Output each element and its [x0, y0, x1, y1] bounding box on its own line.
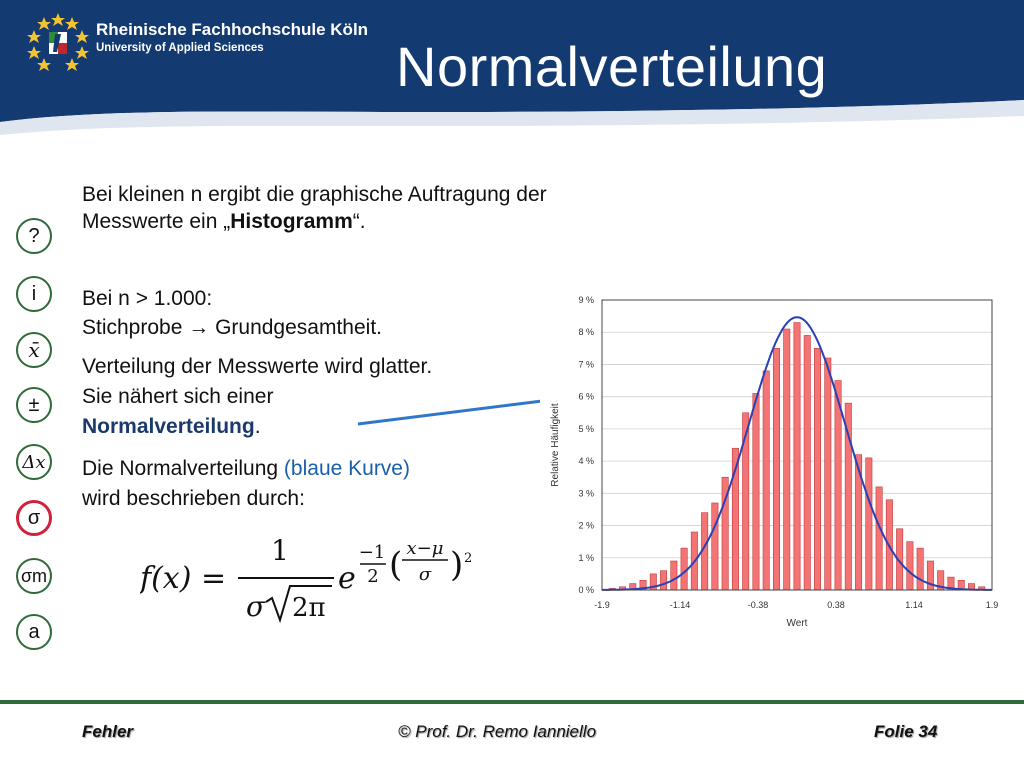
paragraph-histogram-line1: Bei kleinen n ergibt die graphische Auftragung der — [82, 183, 547, 206]
chart-bar — [671, 561, 677, 590]
plus-minus-icon: ± — [28, 393, 40, 416]
formula-denominator-root: 2π — [292, 593, 326, 623]
nav-question-button[interactable] — [16, 218, 52, 254]
nav-plus-minus-button[interactable] — [16, 387, 52, 423]
chart-y-tick-label: 3 % — [578, 488, 594, 499]
university-logo-icon — [26, 10, 90, 74]
paragraph-n-line2: Stichprobe → Grundgesamtheit. — [82, 316, 382, 339]
formula-right-paren: ) — [450, 545, 464, 585]
chart-bar — [907, 542, 913, 590]
info-icon: i — [31, 282, 37, 305]
paragraph-n-line1: Bei n > 1.000: — [82, 287, 213, 310]
formula-left-paren: ( — [389, 545, 403, 585]
chart-y-tick-label: 1 % — [578, 552, 594, 563]
chart-bar — [763, 371, 769, 590]
question-icon: ? — [28, 224, 40, 247]
slide-header — [0, 0, 1024, 135]
chart-bar — [866, 458, 872, 590]
normalverteilung-term: Normalverteilung — [82, 415, 255, 438]
nav-info-button[interactable] — [16, 276, 52, 312]
footer-author: © Prof. Dr. Remo Ianniello — [398, 722, 597, 741]
university-subtitle: University of Applied Sciences — [96, 42, 264, 54]
chart-x-tick-label: -1.14 — [669, 600, 691, 610]
chart-bar — [825, 358, 831, 590]
footer-page: Folie 34 — [874, 722, 938, 741]
sigma-m-icon: σm — [20, 565, 48, 586]
footer-topic: Fehler — [82, 722, 134, 741]
chart-x-tick-label: 1.14 — [905, 600, 923, 610]
sigma-icon: σ — [27, 506, 41, 529]
chart-bar — [917, 548, 923, 590]
chart-x-tick-label: -1.9 — [594, 600, 610, 610]
chart-x-tick-label: 1.9 — [985, 600, 999, 610]
chart-bar — [814, 348, 820, 590]
formula-exp-inner-num: x−μ — [406, 538, 444, 559]
formula-base: e — [338, 561, 356, 596]
chart-x-tick-label: -0.38 — [747, 600, 769, 610]
nav-a-button[interactable] — [16, 614, 52, 650]
mean-icon: x̄ — [28, 338, 40, 362]
histogram-chart — [540, 290, 1010, 640]
chart-y-tick-label: 6 % — [578, 391, 594, 402]
chart-bar — [876, 487, 882, 590]
histogram-term: Histogramm — [230, 210, 353, 233]
chart-y-tick-label: 2 % — [578, 520, 594, 531]
chart-bar — [660, 571, 666, 590]
chart-x-axis-label: Wert — [786, 618, 808, 629]
paragraph-formula-line2: wird beschrieben durch: — [82, 487, 305, 510]
chart-y-tick-label: 7 % — [578, 359, 594, 370]
chart-bar — [804, 335, 810, 590]
chart-bar — [845, 403, 851, 590]
slide-title: Normalverteilung — [396, 35, 828, 98]
nav-sigma-m-button[interactable] — [16, 558, 52, 594]
chart-bar — [712, 503, 718, 590]
nav-mean-button[interactable] — [16, 332, 52, 368]
paragraph-formula-line1: Die Normalverteilung (blaue Kurve) — [82, 457, 410, 480]
blue-curve-note: (blaue Kurve) — [283, 457, 410, 480]
chart-bar — [753, 393, 759, 590]
chart-y-tick-label: 8 % — [578, 327, 594, 338]
chart-y-tick-label: 4 % — [578, 456, 594, 467]
chart-x-tick-label: 0.38 — [827, 600, 845, 610]
footer-divider — [0, 700, 1024, 704]
chart-y-axis-label: Relative Häufigkeit — [550, 403, 561, 487]
formula-numerator: 1 — [271, 534, 289, 567]
nav-sigma-button[interactable] — [16, 500, 52, 536]
formula-exp-inner-den: σ — [418, 564, 432, 585]
paragraph-histogram-line2: Messwerte ein „Histogramm“. — [82, 210, 366, 233]
formula-exp-frac-den: 2 — [367, 566, 379, 587]
formula-exp-power: 2 — [464, 551, 473, 566]
page-number: 34 — [918, 722, 938, 741]
university-name: Rheinische Fachhochschule Köln — [96, 20, 369, 39]
a-icon: a — [28, 620, 40, 643]
nav-delta-x-button[interactable] — [16, 444, 52, 480]
paragraph-smooth-line2: Sie nähert sich einer — [82, 385, 274, 408]
formula-lhs: f(x) = — [140, 561, 227, 596]
delta-x-icon: Δx — [22, 451, 46, 473]
chart-bar — [784, 329, 790, 590]
chart-y-tick-label: 9 % — [578, 295, 594, 305]
chart-y-tick-label: 0 % — [578, 585, 594, 595]
chart-bar — [773, 348, 779, 590]
formula-denominator-sigma: σ — [246, 590, 266, 623]
paragraph-smooth-line1: Verteilung der Messwerte wird glatter. — [82, 355, 433, 378]
chart-bar — [835, 381, 841, 590]
normal-distribution-formula — [140, 530, 500, 630]
chart-bar — [794, 323, 800, 590]
paragraph-smooth-line3: Normalverteilung. — [82, 415, 261, 438]
formula-exp-frac-num: −1 — [358, 542, 386, 563]
chart-y-tick-label: 5 % — [578, 423, 594, 434]
